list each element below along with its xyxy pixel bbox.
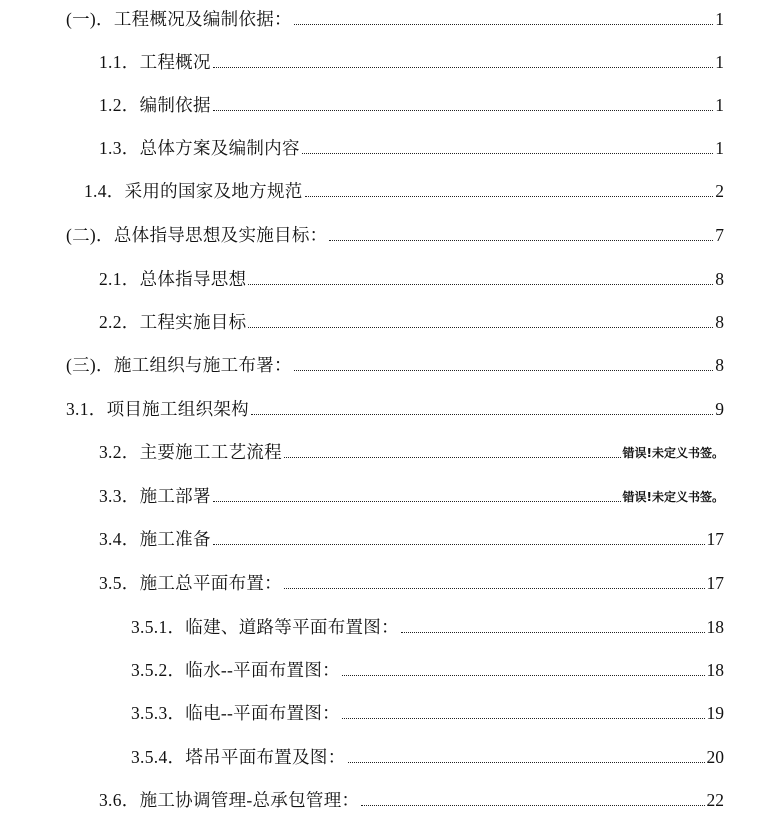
toc-entry-title: 2.2．工程实施目标	[99, 312, 247, 332]
toc-page-number: 20	[706, 747, 724, 767]
toc-entry-title: 3.5．施工总平面布置：	[99, 573, 282, 593]
toc-leader	[213, 67, 713, 68]
toc-entry[interactable]	[0, 651, 780, 681]
toc-leader	[284, 457, 621, 458]
toc-entry[interactable]	[0, 781, 780, 811]
toc-leader	[302, 153, 713, 154]
toc-page-number: 22	[706, 790, 724, 810]
toc-leader	[342, 675, 705, 676]
toc-entry-title: 3.1．项目施工组织架构	[66, 399, 249, 419]
toc-entry[interactable]	[0, 390, 780, 420]
toc-leader	[284, 588, 705, 589]
toc-entry-title: (一)．工程概况及编制依据：	[66, 9, 292, 29]
toc-page-number: 7	[715, 225, 724, 245]
toc-entry[interactable]	[0, 346, 780, 376]
toc-page-number: 19	[706, 703, 724, 723]
toc-page-number: 2	[715, 181, 724, 201]
toc-entry-title: 1.2．编制依据	[99, 95, 211, 115]
toc-page-number: 1	[715, 95, 724, 115]
toc-entry-title: 3.5.2．临水--平面布置图：	[131, 660, 340, 680]
toc-entry[interactable]	[0, 172, 780, 202]
toc-leader	[251, 414, 713, 415]
toc-entry-title: (二)．总体指导思想及实施目标：	[66, 225, 328, 245]
toc-leader	[248, 284, 713, 285]
toc-page-number: 17	[706, 529, 724, 549]
toc-page-number: 8	[715, 269, 724, 289]
toc-entry-title: 3.5.3．临电--平面布置图：	[131, 703, 340, 723]
toc-entry[interactable]	[0, 477, 780, 507]
toc-entry-title: 1.3．总体方案及编制内容	[99, 138, 300, 158]
toc-leader	[213, 544, 705, 545]
toc-entry-title: 3.6．施工协调管理-总承包管理：	[99, 790, 360, 810]
toc-entry-title: 3.5.4．塔吊平面布置及图：	[131, 747, 346, 767]
toc-entry-title: 3.3．施工部署	[99, 486, 211, 506]
toc-page-number: 1	[715, 52, 724, 72]
toc-entry[interactable]	[0, 216, 780, 246]
toc-leader	[213, 110, 713, 111]
toc-entry-title: 3.2．主要施工工艺流程	[99, 442, 282, 462]
toc-page-error: 错误!未定义书签。	[622, 490, 724, 504]
toc-entry-title: 3.5.1．临建、道路等平面布置图：	[131, 617, 399, 637]
toc-page-number: 1	[715, 9, 724, 29]
toc-entry[interactable]	[0, 520, 780, 550]
toc-page-number: 17	[706, 573, 724, 593]
toc-entry[interactable]	[0, 608, 780, 638]
toc-leader	[329, 240, 713, 241]
toc-entry[interactable]	[0, 43, 780, 73]
toc-entry[interactable]	[0, 260, 780, 290]
toc-entry-title: 1.4．采用的国家及地方规范	[84, 181, 303, 201]
toc-entry[interactable]	[0, 694, 780, 724]
toc-page-number: 9	[715, 399, 724, 419]
toc-leader	[361, 805, 704, 806]
toc-leader	[294, 370, 713, 371]
toc-leader	[305, 196, 714, 197]
toc-entry[interactable]	[0, 433, 780, 463]
toc-leader	[401, 632, 705, 633]
toc-page-error: 错误!未定义书签。	[622, 446, 724, 460]
toc-leader	[294, 24, 713, 25]
toc-entry[interactable]	[0, 129, 780, 159]
toc-entry[interactable]	[0, 0, 780, 30]
toc-entry-title: 1.1．工程概况	[99, 52, 211, 72]
toc-entry[interactable]	[0, 303, 780, 333]
toc-entry-title: (三)．施工组织与施工布署：	[66, 355, 292, 375]
toc-entry[interactable]	[0, 564, 780, 594]
toc-page-number: 1	[715, 138, 724, 158]
toc-entry-title: 2.1．总体指导思想	[99, 269, 247, 289]
toc-entry[interactable]	[0, 738, 780, 768]
toc-leader	[248, 327, 713, 328]
toc-leader	[348, 762, 705, 763]
toc-entry-title: 3.4．施工准备	[99, 529, 211, 549]
toc-page-number: 8	[715, 355, 724, 375]
toc-leader	[213, 501, 621, 502]
toc-entry[interactable]	[0, 86, 780, 116]
toc-page-number: 18	[706, 617, 724, 637]
toc-leader	[342, 718, 705, 719]
toc-page-number: 8	[715, 312, 724, 332]
toc-page-number: 18	[706, 660, 724, 680]
